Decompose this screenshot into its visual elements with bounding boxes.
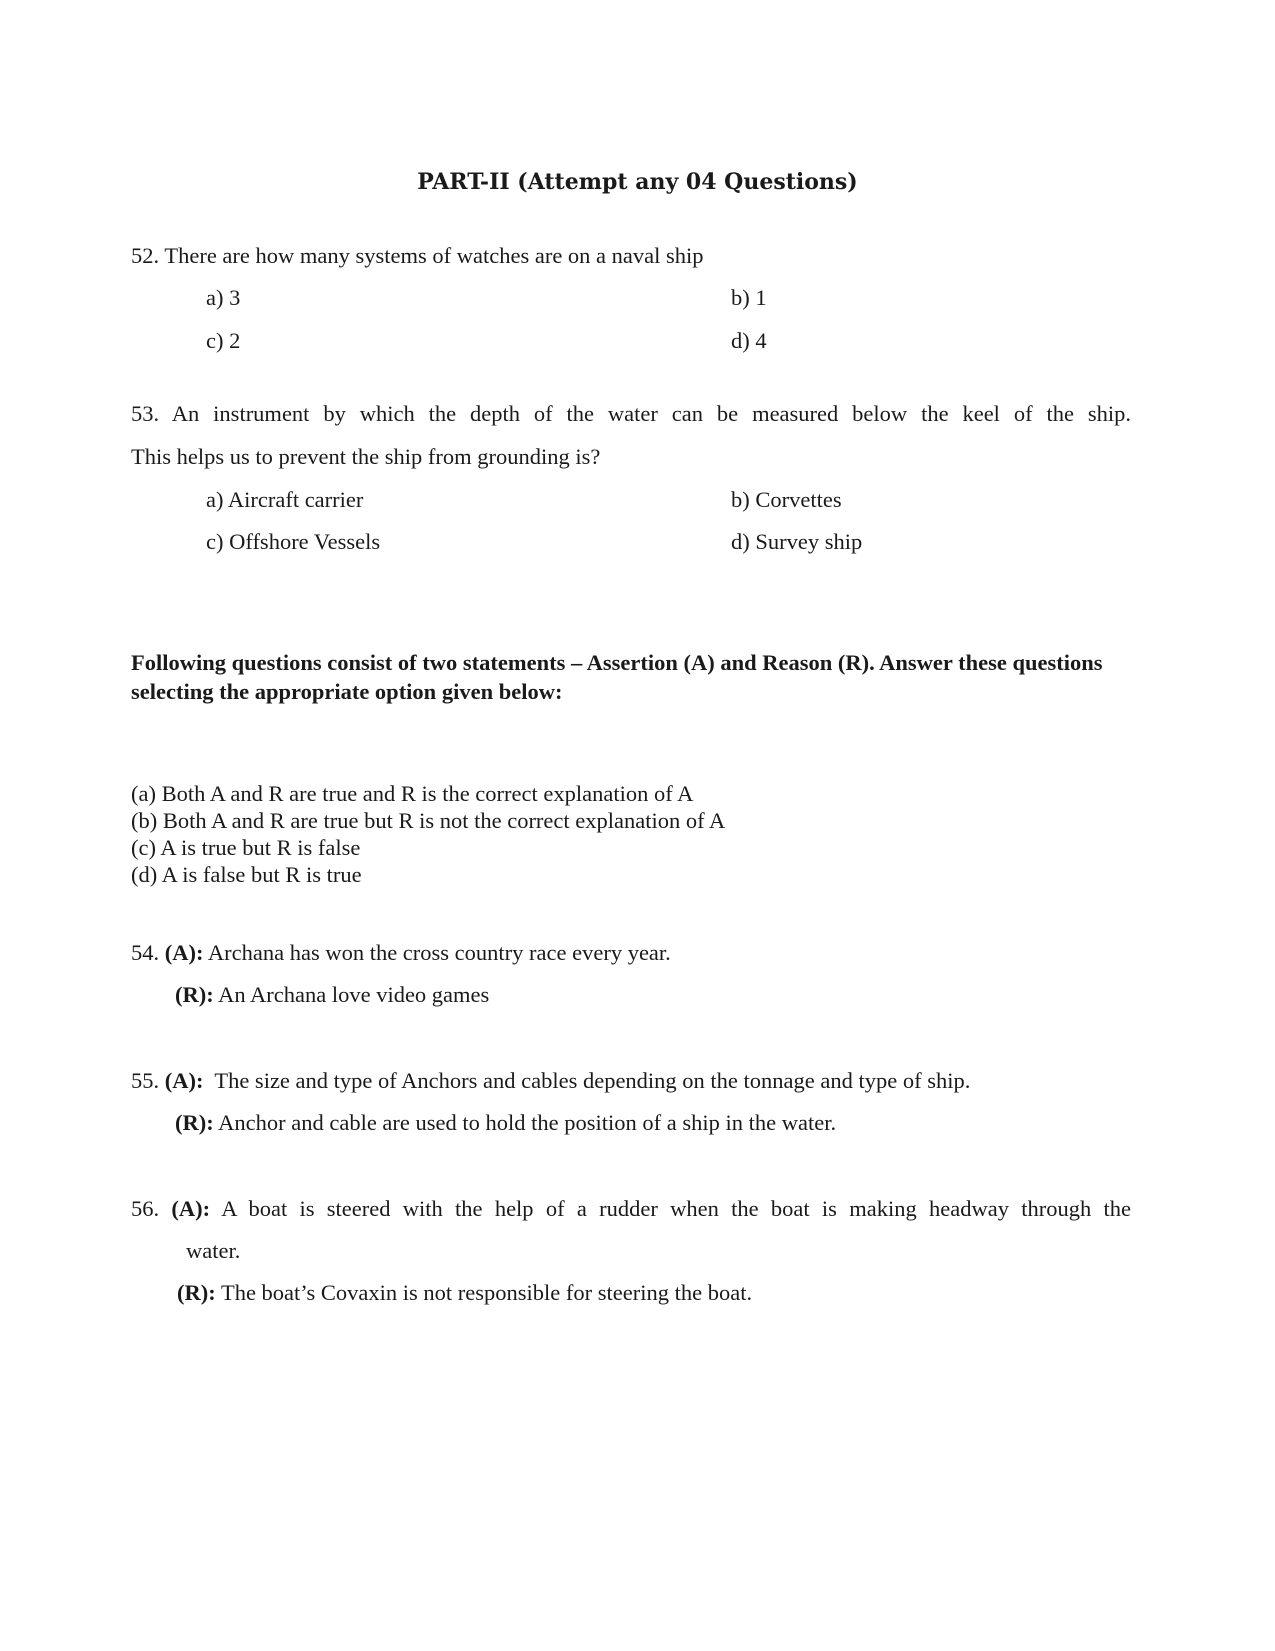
- assertion-reason-options: [131, 780, 725, 888]
- ar-option-c: (c) A is true but R is false: [131, 835, 361, 860]
- question-54-reason: [175, 982, 489, 1008]
- question-56-assertion-text-line2: water.: [186, 1238, 241, 1263]
- ar-option-d: (d) A is false but R is true: [131, 862, 362, 887]
- question-56-reason-text: The boat’s Covaxin is not responsible for steering the boat.: [220, 1280, 753, 1305]
- question-55-reason-label: (R):: [175, 1110, 214, 1135]
- question-52-option-a: a) 3: [206, 285, 241, 310]
- question-53-text-line2: This helps us to prevent the ship from grounding is?: [131, 444, 601, 469]
- question-54-assertion: [131, 940, 671, 966]
- question-55-reason: [175, 1110, 836, 1136]
- question-55-reason-text: Anchor and cable are used to hold the position of a ship in the water.: [218, 1110, 837, 1135]
- question-56-reason: [177, 1280, 752, 1306]
- question-53-option-a: a) Aircraft carrier: [206, 487, 364, 512]
- question-54-reason-text: An Archana love video games: [218, 982, 490, 1007]
- question-56-reason-label: (R):: [177, 1280, 216, 1305]
- question-53-option-c: c) Offshore Vessels: [206, 529, 381, 554]
- question-56-number: 56.: [131, 1196, 160, 1221]
- question-56-assertion: [131, 1196, 1131, 1222]
- part-heading: PART-II (Attempt any 04 Questions): [417, 169, 858, 195]
- ar-option-b: (b) Both A and R are true but R is not the correct explanation of A: [131, 808, 726, 833]
- question-55-number: 55.: [131, 1068, 160, 1093]
- assertion-reason-instructions: Following questions consist of two statements – Assertion (A) and Reason (R). Answer these questions selecting the appropriate option given below:: [131, 650, 1103, 704]
- question-54-assertion-text: Archana has won the cross country race every year.: [207, 940, 671, 965]
- question-53-option-d: d) Survey ship: [731, 529, 863, 554]
- question-56-assertion-text-line1: A boat is steered with the help of a rudder when the boat is making headway through the: [221, 1196, 1131, 1221]
- question-53-text-line1: 53. An instrument by which the depth of the water can be measured below the keel of the ship.: [131, 401, 1131, 426]
- question-54-reason-label: (R):: [175, 982, 214, 1007]
- question-56-assertion-label: (A):: [171, 1196, 211, 1221]
- question-54-number: 54.: [131, 940, 160, 965]
- question-52-text: 52. There are how many systems of watches are on a naval ship: [131, 243, 704, 268]
- question-52-option-c: c) 2: [206, 328, 241, 353]
- question-54-assertion-label: (A):: [164, 940, 204, 965]
- question-52-option-d: d) 4: [731, 328, 767, 353]
- question-55-assertion-text: The size and type of Anchors and cables depending on the tonnage and type of ship.: [214, 1068, 971, 1093]
- question-52-option-b: b) 1: [731, 285, 767, 310]
- ar-option-a: (a) Both A and R are true and R is the correct explanation of A: [131, 781, 694, 806]
- question-55-assertion-label: (A):: [164, 1068, 204, 1093]
- question-53-option-b: b) Corvettes: [731, 487, 842, 512]
- question-55-assertion: [131, 1068, 970, 1094]
